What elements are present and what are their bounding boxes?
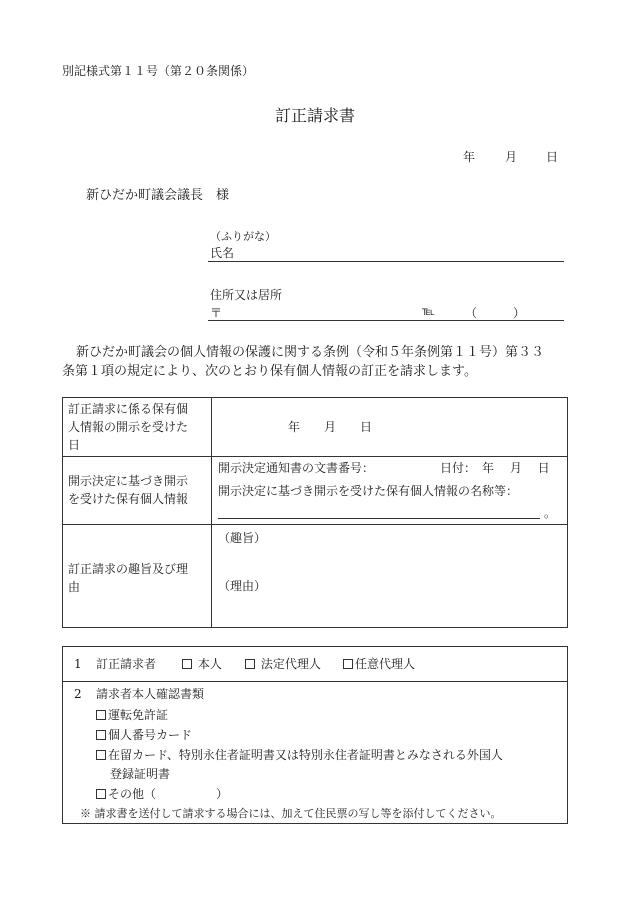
address-label: 住所又は居所: [210, 288, 283, 302]
tel-label: ℡: [422, 304, 435, 318]
row2-period: 。: [544, 506, 557, 520]
item2-label: 請求者本人確認書類: [96, 687, 205, 701]
table-row-divider-2: [62, 524, 568, 525]
checkbox-icon[interactable]: [96, 730, 106, 740]
doc-my-number-card[interactable]: [96, 727, 192, 744]
doc-residence-card-label: 在留カード、特別永住者証明書又は特別永住者証明書とみなされる外国人: [108, 748, 503, 762]
doc-my-number-card-label: 個人番号カード: [108, 728, 193, 742]
date-day: 日: [546, 150, 559, 164]
furigana-label: （ふりがな）: [210, 230, 276, 243]
name-underline: [208, 261, 564, 262]
table-column-divider: [211, 397, 212, 628]
checkbox-icon[interactable]: [96, 789, 106, 799]
item1-label: 訂正請求者: [96, 657, 157, 671]
row2-info-name-underline[interactable]: [218, 518, 540, 519]
doc-residence-card-line2: 登録証明書: [110, 767, 171, 781]
row2-label-line2: を受けた保有個人情報: [68, 492, 189, 506]
row1-label-line1: 訂正請求に係る保有個: [68, 402, 189, 416]
row1-label-line2: 人情報の開示を受けた: [68, 420, 189, 434]
doc-residence-card[interactable]: [96, 747, 503, 764]
checkbox-icon[interactable]: [182, 659, 192, 669]
date-year: 年: [463, 150, 476, 164]
checkbox-icon[interactable]: [96, 750, 106, 760]
checkbox-legal-agent-label: 法定代理人: [260, 657, 321, 671]
row2-document-number: 開示決定通知書の文書番号：: [218, 461, 375, 475]
row2-date: 日付： 年 月 日: [440, 461, 550, 475]
row3-reason-label: （理由）: [218, 579, 267, 593]
date-month: 月: [505, 150, 518, 164]
intro-line-2: 条第１項の規定により、次のとおり保有個人情報の訂正を請求します。: [62, 364, 477, 379]
row3-label-line1: 訂正請求の趣旨及び理: [68, 562, 189, 576]
requester-box-divider: [62, 681, 568, 682]
row1-label-line3: 日: [68, 438, 81, 452]
page-title: 訂正請求書: [274, 106, 355, 125]
row3-purpose-label: （趣旨）: [218, 531, 267, 545]
form-number: 別記様式第１１号（第２０条関係）: [62, 64, 255, 78]
checkbox-icon[interactable]: [96, 710, 106, 720]
checkbox-icon[interactable]: [343, 659, 353, 669]
checkbox-icon[interactable]: [245, 659, 255, 669]
checkbox-self-label: 本人: [197, 657, 222, 671]
postal-mark: 〒: [210, 306, 223, 320]
name-label: 氏名: [210, 246, 235, 260]
row2-label-line1: 開示決定に基づき開示: [68, 474, 189, 488]
doc-other-label: その他（ ）: [108, 787, 229, 801]
checkbox-self[interactable]: [182, 656, 222, 673]
checkbox-legal-agent[interactable]: [245, 656, 321, 673]
checkbox-voluntary-agent-label: 任意代理人: [355, 657, 416, 671]
row1-date-field[interactable]: 年 月 日: [288, 420, 373, 434]
row3-label-line2: 由: [68, 580, 81, 594]
doc-drivers-license-label: 運転免許証: [108, 708, 169, 722]
tel-paren: （ ）: [465, 306, 526, 320]
row2-info-name-label: 開示決定に基づき開示を受けた保有個人情報の名称等：: [218, 484, 519, 498]
doc-drivers-license[interactable]: [96, 707, 168, 724]
addressee: 新ひだか町議会議長 様: [86, 188, 230, 203]
address-underline: [208, 320, 564, 321]
checkbox-voluntary-agent[interactable]: [343, 656, 415, 673]
item2-number: 2: [74, 687, 82, 701]
item1-number: 1: [74, 657, 82, 671]
table-row-divider-1: [62, 456, 568, 457]
intro-line-1: 新ひだか町議会の個人情報の保護に関する条例（令和５年条例第１１号）第３３: [76, 345, 545, 360]
mailing-note: ※ 請求書を送付して請求する場合には、加えて住民票の写し等を添付してください。: [80, 807, 502, 820]
doc-other[interactable]: [96, 786, 228, 803]
